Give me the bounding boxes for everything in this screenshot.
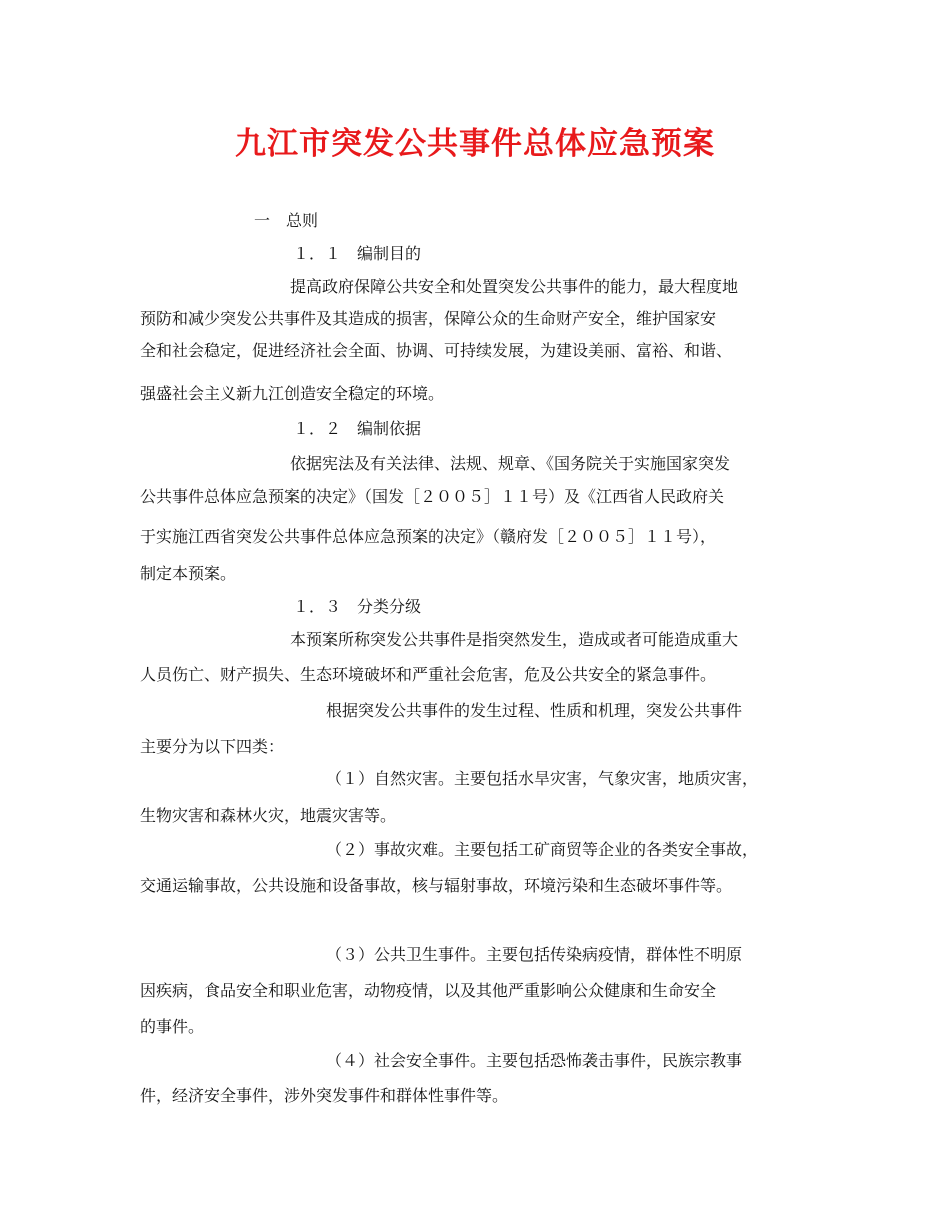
paragraph-line: 件，经济安全事件，涉外突发事件和群体性事件等。 [140, 1086, 509, 1105]
list-item: （２）事故灾难。主要包括工矿商贸等企业的各类安全事故， [326, 840, 759, 859]
paragraph-line: 公共事件总体应急预案的决定》（国发［２００５］１１号）及《江西省人民政府关 [140, 487, 725, 506]
paragraph-line: 依据宪法及有关法律、法规、规章、《国务院关于实施国家突发 [290, 454, 731, 473]
document-title: 九江市突发公共事件总体应急预案 [235, 126, 715, 162]
paragraph-line: 人员伤亡、财产损失、生态环境破坏和严重社会危害，危及公共安全的紧急事件。 [140, 665, 717, 684]
paragraph-line: 的事件。 [140, 1017, 205, 1036]
list-item: （４）社会安全事件。主要包括恐怖袭击事件，民族宗教事 [326, 1051, 743, 1070]
paragraph-line: 预防和减少突发公共事件及其造成的损害，保障公众的生命财产安全，维护国家安 [140, 309, 717, 328]
subsection-heading: １．２ 编制依据 [293, 419, 422, 438]
paragraph-line: 本预案所称突发公共事件是指突然发生，造成或者可能造成重大 [290, 630, 739, 649]
paragraph-line: 强盛社会主义新九江创造安全稳定的环境。 [140, 384, 445, 403]
paragraph-line: 交通运输事故，公共设施和设备事故，核与辐射事故，环境污染和生态破坏事件等。 [140, 876, 733, 895]
paragraph-line: 因疾病，食品安全和职业危害，动物疫情，以及其他严重影响公众健康和生命安全 [140, 981, 717, 1000]
paragraph-line: 生物灾害和森林火灾，地震灾害等。 [140, 806, 397, 825]
paragraph-line: 制定本预案。 [140, 564, 237, 583]
subsection-heading: １．３ 分类分级 [293, 597, 422, 616]
paragraph-line: 全和社会稳定，促进经济社会全面、协调、可持续发展，为建设美丽、富裕、和谐、 [140, 341, 733, 360]
subsection-heading: １．１ 编制目的 [293, 244, 422, 263]
paragraph-line: 根据突发公共事件的发生过程、性质和机理，突发公共事件 [326, 701, 743, 720]
paragraph-line: 主要分为以下四类： [140, 737, 285, 756]
paragraph-line: 提高政府保障公共安全和处置突发公共事件的能力，最大程度地 [290, 277, 739, 296]
paragraph-line: 于实施江西省突发公共事件总体应急预案的决定》（赣府发［２００５］１１号）， [140, 527, 717, 546]
list-item: （３）公共卫生事件。主要包括传染病疫情，群体性不明原 [326, 945, 743, 964]
section-heading: 一 总则 [254, 211, 319, 230]
list-item: （１）自然灾害。主要包括水旱灾害，气象灾害，地质灾害， [326, 769, 759, 788]
